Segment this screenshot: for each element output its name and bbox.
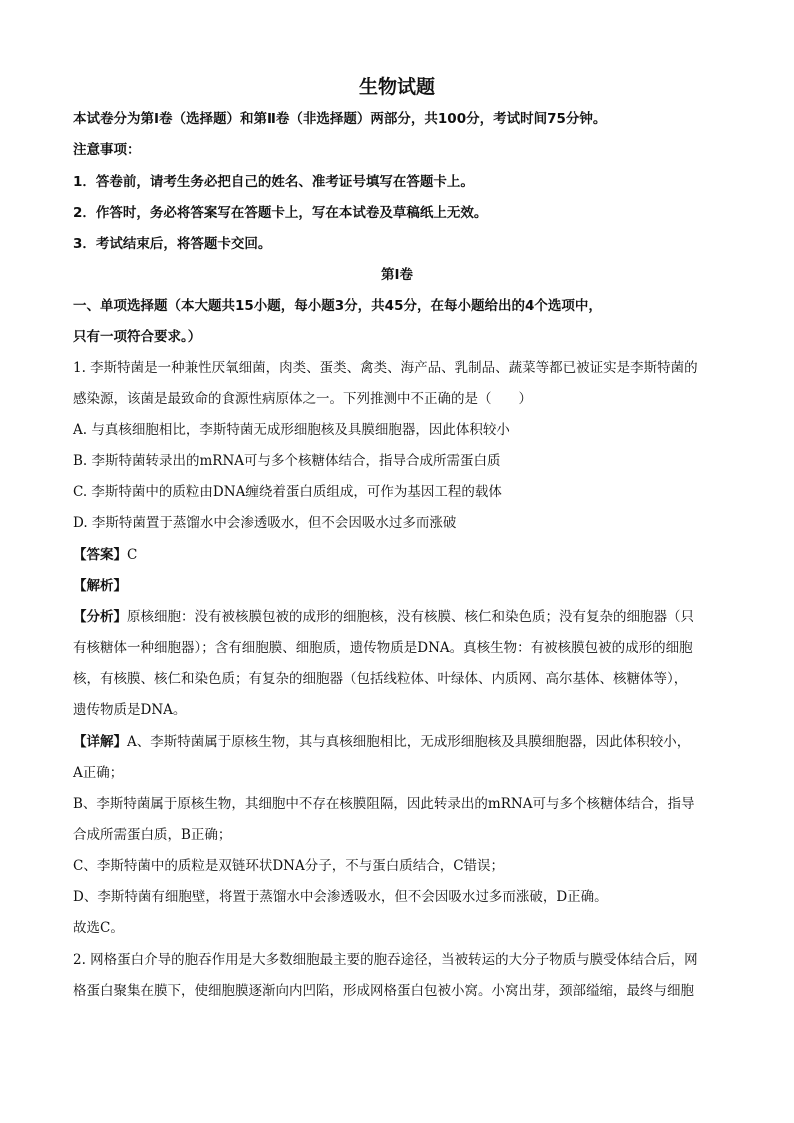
answer-value: C xyxy=(127,547,138,563)
xiangjie-text-1: A、李斯特菌属于原核生物，其与真核细胞相比，无成形细胞核及具膜细胞器，因此体积较小， xyxy=(127,734,691,750)
question-1-option-a: A. 与真核细胞相比，李斯特菌无成形细胞核及具膜细胞器，因此体积较小 xyxy=(73,422,510,438)
fenxi-tag: 【分析】 xyxy=(73,609,127,625)
intro-line: 本试卷分为第Ⅰ卷（选择题）和第Ⅱ卷（非选择题）两部分，共100分，考试时间75分钟。 xyxy=(73,111,607,127)
question-2-stem-line-2: 格蛋白聚集在膜下，使细胞膜逐渐向内凹陷，形成网格蛋白包被小窝。小窝出芽，颈部缢缩，最终与细胞 xyxy=(73,983,694,999)
question-1-stem-line-1: 1. 李斯特菌是一种兼性厌氧细菌，肉类、蛋类、禽类、海产品、乳制品、蔬菜等都已被证实是李斯特菌的 xyxy=(73,360,698,376)
analysis-tag: 【解析】 xyxy=(73,578,127,594)
section-heading-line-2: 只有一项符合要求。） xyxy=(73,329,202,345)
notice-item-2: 2．作答时，务必将答案写在答题卡上，写在本试卷及草稿纸上无效。 xyxy=(73,205,488,221)
xiangjie-line-6: D、李斯特菌有细胞壁，将置于蒸馏水中会渗透吸水，但不会因吸水过多而涨破，D正确。 xyxy=(73,889,608,905)
answer-tag: 【答案】 xyxy=(73,547,127,563)
question-1-option-c: C. 李斯特菌中的质粒由DNA缠绕着蛋白质组成，可作为基因工程的载体 xyxy=(73,484,502,500)
xiangjie-line-5: C、李斯特菌中的质粒是双链环状DNA分子，不与蛋白质结合，C错误； xyxy=(73,858,505,874)
section-heading-line-1: 一、单项选择题（本大题共15小题，每小题3分，共45分，在每小题给出的4个选项中， xyxy=(73,298,602,314)
question-1-option-d: D. 李斯特菌置于蒸馏水中会渗透吸水，但不会因吸水过多而涨破 xyxy=(73,515,457,531)
fenxi-line-1 xyxy=(73,607,694,627)
xiangjie-line-4: 合成所需蛋白质，B正确； xyxy=(73,827,232,843)
notice-item-1: 1．答卷前，请考生务必把自己的姓名、准考证号填写在答题卡上。 xyxy=(73,174,474,190)
notice-heading: 注意事项： xyxy=(73,142,141,158)
notice-item-3: 3．考试结束后，将答题卡交回。 xyxy=(73,236,272,252)
conclusion-line: 故选C。 xyxy=(73,920,124,936)
fenxi-line-3: 核，有核膜、核仁和染色质；有复杂的细胞器（包括线粒体、叶绿体、内质网、高尔基体、核糖体等）， xyxy=(73,671,688,687)
xiangjie-tag: 【详解】 xyxy=(73,734,127,750)
xiangjie-line-2: A正确； xyxy=(73,765,124,781)
fenxi-text-1: 原核细胞：没有被核膜包被的成形的细胞核，没有核膜、核仁和染色质；没有复杂的细胞器（只 xyxy=(127,609,694,625)
fenxi-line-4: 遗传物质是DNA。 xyxy=(73,702,187,718)
fenxi-line-2: 有核糖体一种细胞器）；含有细胞膜、细胞质，遗传物质是DNA。真核生物：有被核膜包被的成形的细胞 xyxy=(73,640,693,656)
page-title: 生物试题 xyxy=(358,76,435,98)
question-1-stem-line-2: 感染源，该菌是最致命的食源性病原体之一。下列推测中不正确的是（ ） xyxy=(73,391,532,407)
xiangjie-line-3: B、李斯特菌属于原核生物，其细胞中不存在核膜阻隔，因此转录出的mRNA可与多个核糖体结合，指导 xyxy=(73,796,695,812)
part-heading: 第Ⅰ卷 xyxy=(380,267,414,283)
question-2-stem-line-1: 2. 网格蛋白介导的胞吞作用是大多数细胞最主要的胞吞途径，当被转运的大分子物质与膜受体结合后，网 xyxy=(73,952,698,968)
answer-line xyxy=(73,545,137,565)
question-1-option-b: B. 李斯特菌转录出的mRNA可与多个核糖体结合，指导合成所需蛋白质 xyxy=(73,453,501,469)
xiangjie-line-1 xyxy=(73,732,690,752)
